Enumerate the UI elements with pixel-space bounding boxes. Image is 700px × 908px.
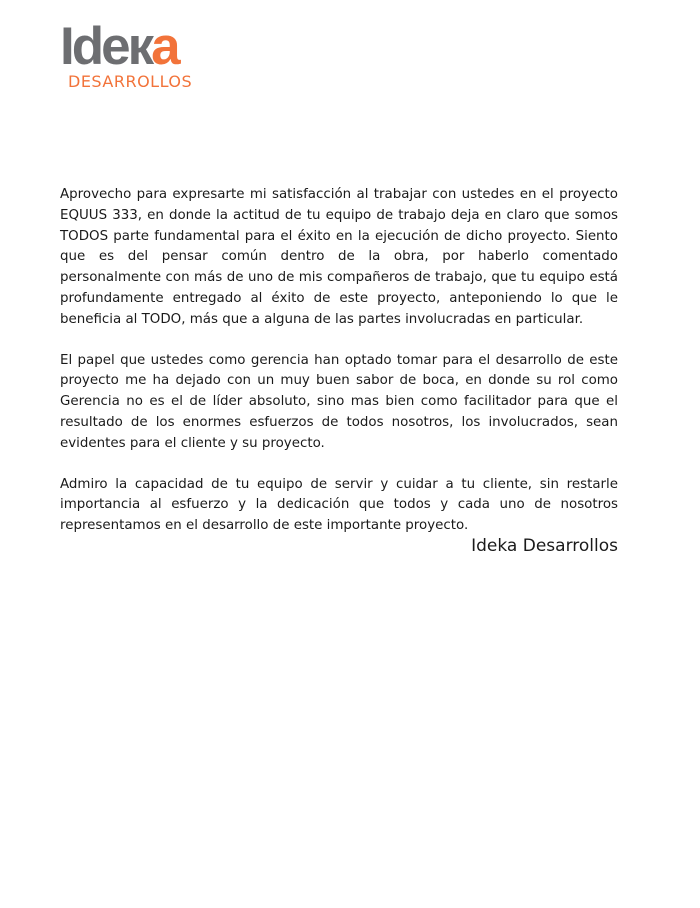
letter-signature: Ideka Desarrollos [471, 536, 618, 556]
company-logo [60, 17, 210, 92]
letter-body [60, 185, 618, 557]
logo-wordmark-main: Ideк [60, 17, 152, 76]
logo-wordmark [60, 17, 178, 76]
letter-paragraph-2: El papel que ustedes como gerencia han optado tomar para el desarrollo de este proyecto me ha dejado con un muy buen sabor de boca, en donde su rol como Gerencia no es el de líder absoluto, sino mas bien como facilitador para que el resultado de los enormes esfuerzos de todos nosotros, los involucrados, sean evidentes para el cliente y su proyecto. [60, 352, 618, 451]
letter-paragraph-1: Aprovecho para expresarte mi satisfacción al trabajar con ustedes en el proyecto EQUUS 333, en donde la actitud de tu equipo de trabajo deja en claro que somos TODOS parte fundamental para el éxito en la ejecución de dicho proyecto. Siento que es del pensar común dentro de la obra, por haberlo comentado personalmente con más de uno de mis compañeros de trabajo, que tu equipo está profundamente entregado al éxito de este proyecto, anteponiendo lo que le beneficia al TODO, más que a alguna de las partes involucradas en particular. [60, 187, 618, 327]
logo-subtitle: DESARROLLOS [68, 72, 193, 91]
letter-paragraph-3: Admiro la capacidad de tu equipo de servir y cuidar a tu cliente, sin restarle importancia al esfuerzo y la dedicación que todos y cada uno de nosotros representamos en el desarrollo de este importante proyecto. [60, 476, 618, 534]
logo-wordmark-accent: a [151, 17, 178, 76]
